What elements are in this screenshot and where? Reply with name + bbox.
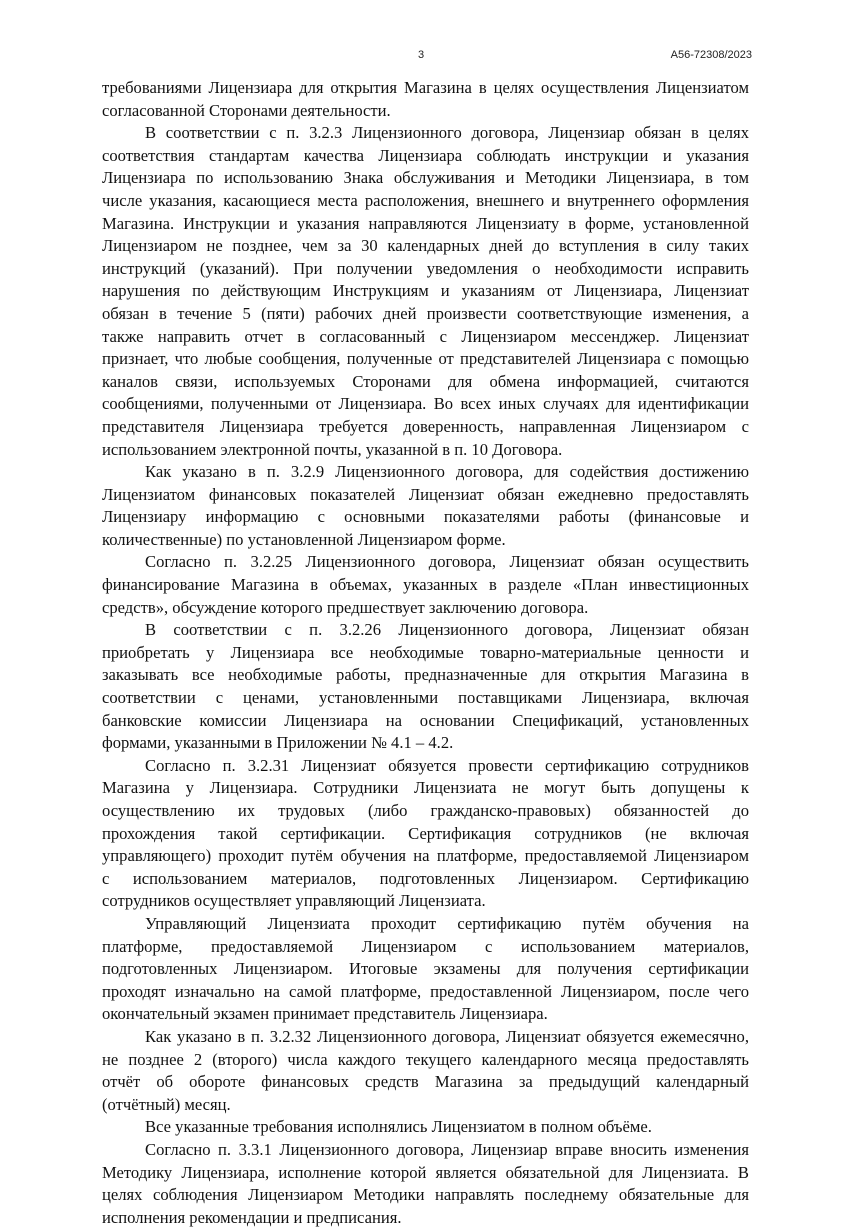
paragraph-line: представителя Лицензиара требуется доверенность, направленная Лицензиаром с bbox=[102, 416, 749, 436]
paragraph-line: также направить отчет в согласованный с Лицензиаром мессенджер. Лицензиат bbox=[102, 326, 749, 346]
paragraph-line: требованиями Лицензиара для открытия Магазина в целях осуществления Лицензиатом bbox=[102, 78, 749, 97]
paragraph-line: каналов связи, используемых Сторонами для обмена информацией, считаются bbox=[102, 371, 749, 391]
paragraph-line: Методику Лицензиара, исполнение которой является обязательной для Лицензиата. В bbox=[102, 1162, 749, 1182]
paragraph-line: обязан в течение 5 (пяти) рабочих дней произвести соответствующие изменения, а bbox=[102, 303, 749, 323]
paragraph bbox=[102, 77, 749, 122]
paragraph-line: числе указания, касающиеся места расположения, внешнего и внутреннего оформления bbox=[102, 190, 749, 210]
paragraph bbox=[102, 755, 749, 913]
paragraph-line: признает, что любые сообщения, полученные от представителей Лицензиара с помощью bbox=[102, 349, 749, 369]
paragraph-line: приобретать у Лицензиара все необходимые товарно-материальные ценности и bbox=[102, 642, 749, 662]
paragraph bbox=[102, 1139, 749, 1229]
paragraph-line: Магазина у Лицензиара. Сотрудники Лицензиата не могут быть допущены к bbox=[102, 778, 749, 798]
paragraph-line: Согласно п. 3.2.31 Лицензиат обязуется провести сертификацию сотрудников bbox=[145, 755, 749, 775]
paragraph-line: Магазина. Инструкции и указания направляются Лицензиату в форме, установленной bbox=[102, 213, 749, 233]
paragraph-line: средств», обсуждение которого предшествует заключению договора. bbox=[102, 597, 589, 617]
paragraph-line: Лицензиару информацию с основными показателями работы (финансовые и bbox=[102, 507, 749, 527]
paragraph-line: Как указано в п. 3.2.9 Лицензионного договора, для содействия достижению bbox=[145, 462, 749, 482]
paragraph-line: В соответствии с п. 3.2.3 Лицензионного договора, Лицензиар обязан в целях bbox=[145, 123, 749, 143]
paragraph-line: подготовленных Лицензиаром. Итоговые экзамены для получения сертификации bbox=[102, 959, 749, 979]
paragraph-line: целях соблюдения Лицензиаром Методики направлять последнему обязательные для bbox=[102, 1185, 749, 1205]
paragraph bbox=[102, 461, 749, 551]
paragraph-line: не позднее 2 (второго) числа каждого текущего календарного месяца предоставлять bbox=[102, 1049, 749, 1069]
paragraph-line: формами, указанными в Приложении № 4.1 – 4.2. bbox=[102, 733, 454, 753]
paragraph-line: Как указано в п. 3.2.32 Лицензионного договора, Лицензиат обязуется ежемесячно, bbox=[145, 1026, 749, 1046]
paragraph-line: Согласно п. 3.3.1 Лицензионного договора, Лицензиар вправе вносить изменения bbox=[145, 1139, 749, 1159]
paragraph bbox=[102, 913, 749, 1026]
paragraph bbox=[102, 551, 749, 619]
paragraph bbox=[102, 619, 749, 755]
paragraph-line: использованием электронной почты, указанной в п. 10 Договора. bbox=[102, 439, 563, 459]
paragraph-line: (отчётный) месяц. bbox=[102, 1094, 231, 1114]
paragraph-line: исполнения рекомендации и предписания. bbox=[102, 1207, 402, 1227]
document-body bbox=[102, 77, 749, 1229]
paragraph-line: сообщениями, полученными от Лицензиара. Во всех иных случаях для идентификации bbox=[102, 394, 749, 414]
paragraph-line: В соответствии с п. 3.2.26 Лицензионного договора, Лицензиат обязан bbox=[145, 620, 749, 640]
paragraph-line: соответствия стандартам качества Лицензиара соблюдать инструкции и указания bbox=[102, 145, 749, 165]
paragraph-line: соответствии с ценами, установленными поставщиками Лицензиара, включая bbox=[102, 688, 749, 708]
page-number: 3 bbox=[418, 49, 425, 61]
paragraph-line: согласованной Сторонами деятельности. bbox=[102, 100, 391, 120]
paragraph-line: сотрудников осуществляет управляющий Лицензиата. bbox=[102, 891, 486, 911]
paragraph bbox=[102, 122, 749, 461]
paragraph-line: отчёт об обороте финансовых средств Магазина за предыдущий календарный bbox=[102, 1072, 749, 1092]
paragraph-line: количественные) по установленной Лицензиаром форме. bbox=[102, 529, 506, 549]
paragraph-line: нарушения по действующим Инструкциям и указаниям от Лицензиара, Лицензиат bbox=[102, 281, 749, 301]
paragraph-line: Согласно п. 3.2.25 Лицензионного договора, Лицензиат обязан осуществить bbox=[145, 552, 749, 572]
paragraph-line: управляющего) проходит путём обучения на платформе, предоставляемой Лицензиаром bbox=[102, 846, 749, 866]
paragraph-line: банковские комиссии Лицензиара на основании Спецификаций, установленных bbox=[102, 710, 749, 730]
paragraph bbox=[102, 1026, 749, 1116]
paragraph-line: платформе, предоставляемой Лицензиаром с использованием материалов, bbox=[102, 936, 749, 956]
paragraph-line: Лицензиатом финансовых показателей Лицензиат обязан ежедневно предоставлять bbox=[102, 484, 749, 504]
paragraph-line: Управляющий Лицензиата проходит сертификацию путём обучения на bbox=[145, 913, 749, 933]
case-number: А56-72308/2023 bbox=[670, 49, 752, 61]
paragraph-line: прохождения такой сертификации. Сертификация сотрудников (не включая bbox=[102, 823, 749, 843]
paragraph bbox=[102, 1116, 749, 1139]
paragraph-line: инструкций (указаний). При получении уведомления о необходимости исправить bbox=[102, 258, 749, 278]
paragraph-line: заказывать все необходимые работы, предназначенные для открытия Магазина в bbox=[102, 665, 749, 685]
paragraph-line: проходят изначально на самой платформе, предоставленной Лицензиаром, после чего bbox=[102, 981, 749, 1001]
paragraph-line: Лицензиара по использованию Знака обслуживания и Методики Лицензиара, в том bbox=[102, 168, 749, 188]
paragraph-line: Лицензиаром не позднее, чем за 30 календарных дней до вступления в силу таких bbox=[102, 236, 749, 256]
paragraph-line: осуществлению их трудовых (либо гражданско-правовых) обязанностей до bbox=[102, 801, 749, 820]
paragraph-line: Все указанные требования исполнялись Лицензиатом в полном объёме. bbox=[145, 1117, 652, 1137]
paragraph-line: окончательный экзамен принимает представитель Лицензиара. bbox=[102, 1004, 548, 1024]
paragraph-line: финансирование Магазина в объемах, указанных в разделе «План инвестиционных bbox=[102, 575, 749, 595]
paragraph-line: с использованием материалов, подготовленных Лицензиаром. Сертификацию bbox=[102, 868, 749, 888]
